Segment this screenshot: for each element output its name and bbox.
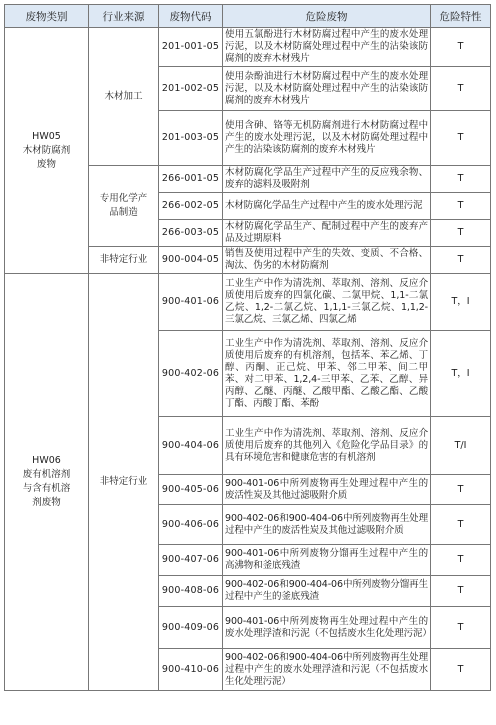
waste-code: 900-406-06 (159, 505, 223, 545)
waste-code: 900-408-06 (159, 576, 223, 607)
hazard-property: T (431, 111, 491, 166)
industry-source-label: 非特定行业 (99, 254, 148, 265)
header-hazard-property: 危险特性 (431, 5, 491, 28)
hazard-property: T/I (431, 417, 491, 475)
waste-code: 201-003-05 (159, 111, 223, 166)
waste-description: 工业生产中作为清洗剂、萃取剂、溶剂、反应介质使用后废弃的其他列入《危险化学品目录》的具有环境危害和健康危害的有机溶剂 (223, 417, 431, 475)
waste-code: 900-409-06 (159, 607, 223, 649)
header-waste-code: 废物代码 (159, 5, 223, 28)
waste-code: 900-401-06 (159, 274, 223, 331)
waste-code: 900-410-06 (159, 649, 223, 691)
hazard-property: T (431, 220, 491, 247)
hazard-property: T (431, 28, 491, 67)
waste-code: 900-407-06 (159, 545, 223, 576)
industry-source-cell (89, 247, 159, 274)
waste-description: 900-402-06和900-404-06中所列废物分馏再生过程中产生的釜底残渣 (223, 576, 431, 607)
waste-category-cell (5, 28, 89, 274)
hazard-property: T，I (431, 331, 491, 417)
waste-code: 201-002-05 (159, 67, 223, 111)
waste-description: 使用杂酚油进行木材防腐过程中产生的废水处理污泥，以及木材防腐处理过程中产生的沾染该防腐剂的废弃木材残片 (223, 67, 431, 111)
hazard-property: T (431, 505, 491, 545)
waste-code: 266-002-05 (159, 193, 223, 220)
industry-source-label: 非特定行业 (99, 476, 148, 487)
waste-description: 900-401-06中所列废物再生处理过程中产生的废水处理浮渣和污泥（不包括废水生化处理污泥） (223, 607, 431, 649)
waste-category-hw05: HW05 木材防腐剂 废物 (22, 130, 71, 170)
industry-source-cell (89, 274, 159, 691)
industry-source-cell (89, 28, 159, 166)
waste-description: 工业生产中作为清洗剂、萃取剂、溶剂、反应介质使用后废弃的有机溶剂，包括苯、苯乙烯、丁醇、丙酮、正己烷、甲苯、邻二甲苯、间二甲苯、对二甲苯、1,2,4-三甲苯、乙苯、乙醇、异丙醇、乙醚、丙醚、乙酸甲酯、乙酸乙酯、乙酸丁酯、丙酸丁酯、苯酚 (223, 331, 431, 417)
waste-code: 900-004-05 (159, 247, 223, 274)
hazard-property: T (431, 607, 491, 649)
waste-description: 销售及使用过程中产生的失效、变质、不合格、淘汰、伪劣的木材防腐剂 (223, 247, 431, 274)
industry-source-cell (89, 166, 159, 247)
header-waste-category: 废物类别 (5, 5, 89, 28)
hazard-property: T (431, 576, 491, 607)
table-row (5, 28, 491, 67)
hazard-property: T (431, 193, 491, 220)
hazard-property: T (431, 247, 491, 274)
waste-description: 900-401-06中所列废物再生处理过程中产生的废活性炭及其他过滤吸附介质 (223, 475, 431, 505)
hazard-property: T (431, 545, 491, 576)
hazard-property: T (431, 166, 491, 193)
waste-code: 900-405-06 (159, 475, 223, 505)
industry-source-label: 专用化学产 品制造 (99, 193, 148, 218)
waste-description: 使用含砷、铬等无机防腐剂进行木材防腐过程中产生的废水处理污泥，以及木材防腐处理过程中产生的沾染该防腐剂的废弃木材残片 (223, 111, 431, 166)
waste-code: 900-402-06 (159, 331, 223, 417)
waste-description: 900-402-06和900-404-06中所列废物再生处理过程中产生的废水处理浮渣和污泥（不包括废水生化处理污泥） (223, 649, 431, 691)
waste-category-hw06: HW06 废有机溶剂 与含有机溶 剂废物 (22, 455, 71, 508)
hazard-property: T (431, 649, 491, 691)
hazard-property: T (431, 475, 491, 505)
header-hazardous-waste: 危险废物 (223, 5, 431, 28)
hazardous-waste-table (4, 4, 491, 691)
industry-source-label: 木材加工 (104, 90, 143, 102)
waste-code: 266-003-05 (159, 220, 223, 247)
waste-description: 使用五氯酚进行木材防腐过程中产生的废水处理污泥，以及木材防腐处理过程中产生的沾染该防腐剂的废弃木材残片 (223, 28, 431, 67)
waste-code: 266-001-05 (159, 166, 223, 193)
waste-description: 900-401-06中所列废物分馏再生过程中产生的高沸物和釜底残渣 (223, 545, 431, 576)
waste-description: 木材防腐化学品生产、配制过程中产生的废弃产品及过期原料 (223, 220, 431, 247)
waste-description: 900-402-06和900-404-06中所列废物再生处理过程中产生的废活性炭及其他过滤吸附介质 (223, 505, 431, 545)
header-row (5, 5, 491, 28)
header-industry-source: 行业来源 (89, 5, 159, 28)
hazard-property: T (431, 67, 491, 111)
table-row (5, 274, 491, 331)
hazard-property: T，I (431, 274, 491, 331)
waste-code: 900-404-06 (159, 417, 223, 475)
waste-description: 工业生产中作为清洗剂、萃取剂、溶剂、反应介质使用后废弃的四氯化碳、二氯甲烷、1,1-二氯乙烷、1,2-二氯乙烷、1,1,1-三氯乙烷、1,1,2-三氯乙烷、三氯乙烯、四氯乙烯 (223, 274, 431, 331)
waste-code: 201-001-05 (159, 28, 223, 67)
waste-category-cell (5, 274, 89, 691)
waste-description: 木材防腐化学品生产过程中产生的废水处理污泥 (223, 193, 431, 220)
waste-description: 木材防腐化学品生产过程中产生的反应残余物、废弃的滤料及吸附剂 (223, 166, 431, 193)
